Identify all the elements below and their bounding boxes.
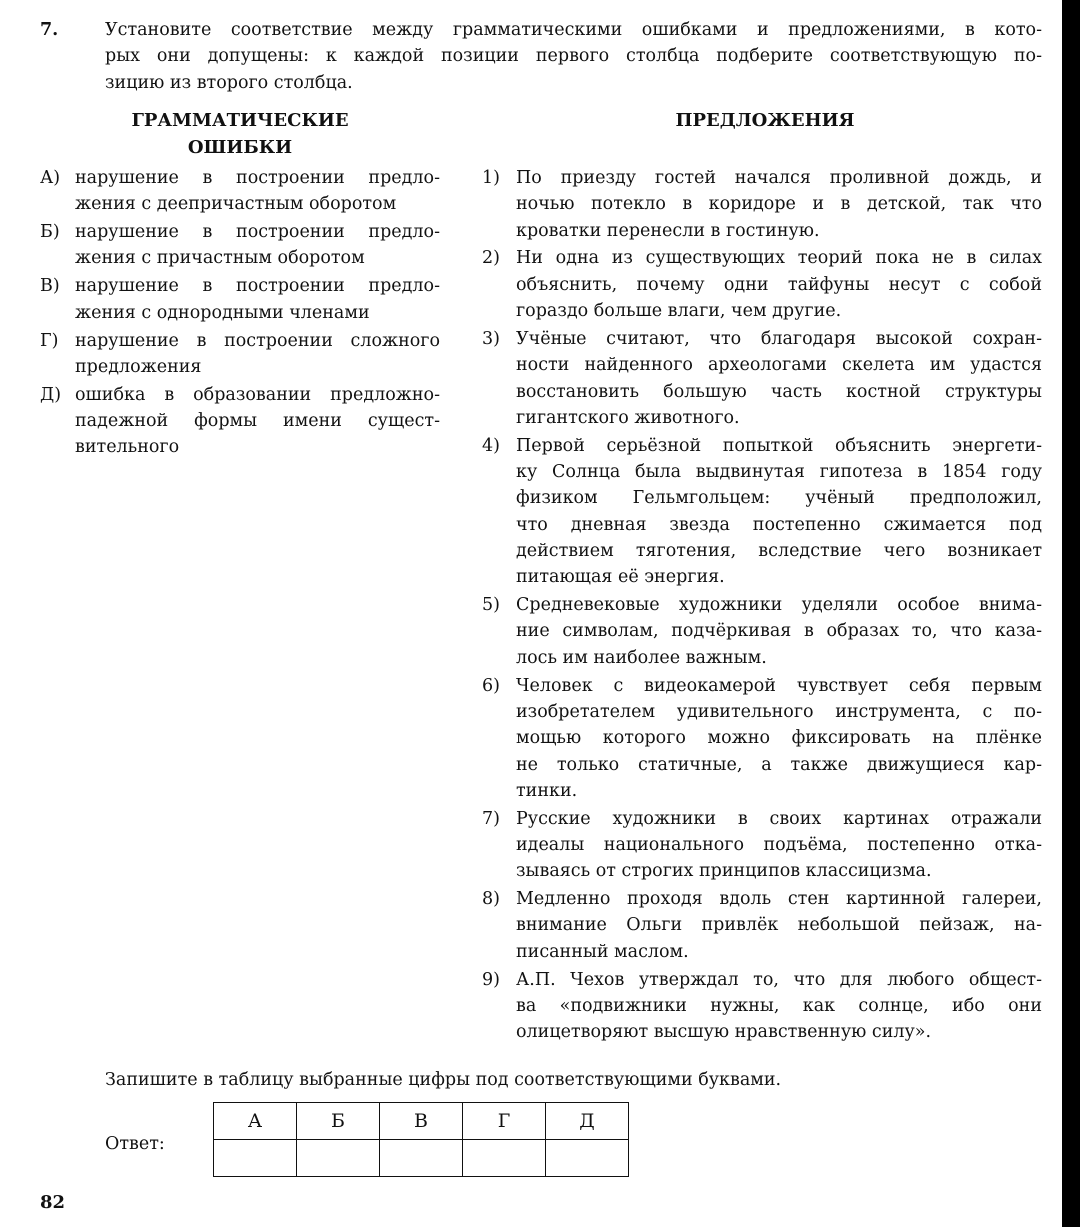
item-label: 3) xyxy=(482,328,500,349)
answer-column-header: Г xyxy=(463,1103,546,1140)
item-label: 7) xyxy=(482,808,500,829)
answer-header-row xyxy=(214,1103,629,1140)
item-line: А.П. Чехов утверждал то, что для любого общест- xyxy=(516,969,1042,990)
error-item xyxy=(40,328,440,381)
item-line: Первой серьёзной попыткой объяснить энергети- xyxy=(516,435,1042,456)
answer-table xyxy=(213,1102,629,1177)
answer-column-header: А xyxy=(214,1103,297,1140)
item-line: действием тяготения, вследствие чего возникает xyxy=(516,540,1042,561)
page-number: 82 xyxy=(40,1192,66,1213)
item-line: предложения xyxy=(75,356,202,377)
item-line: внимание Ольги привлёк небольшой пейзаж, на- xyxy=(516,915,1042,936)
item-line: изобретателем удивительного инструмента, с по- xyxy=(516,701,1042,722)
sentence-item xyxy=(482,326,1042,431)
item-label: 2) xyxy=(482,248,500,269)
item-label: Б) xyxy=(40,222,60,243)
task-number: 7. xyxy=(40,20,59,40)
error-item xyxy=(40,219,440,272)
answer-column-header: Б xyxy=(297,1103,380,1140)
item-line: Средневековые художники уделяли особое внима- xyxy=(516,595,1042,616)
item-line: кроватки перенесли в гостиную. xyxy=(516,220,820,241)
error-item xyxy=(40,165,440,218)
item-line: лось им наиболее важным. xyxy=(516,647,767,668)
item-line: ночью потекло в коридоре и в детской, так что xyxy=(516,194,1042,215)
sentence-item xyxy=(482,433,1042,591)
right-column-header: ПРЕДЛОЖЕНИЯ xyxy=(675,110,855,131)
intro-line: Установите соответствие между грамматическими ошибками и предложениями, в кото- xyxy=(105,20,1042,40)
item-label: А) xyxy=(40,168,61,188)
item-label: 6) xyxy=(482,675,500,696)
item-label: 8) xyxy=(482,889,500,910)
item-line: Учёные считают, что благодаря высокой сохран- xyxy=(516,328,1042,349)
item-line: Медленно проходя вдоль стен картинной галереи, xyxy=(516,889,1042,910)
answer-label: Ответ: xyxy=(105,1134,165,1154)
item-line: нарушение в построении предло- xyxy=(75,276,440,297)
item-label: В) xyxy=(40,276,60,297)
item-line: ности найденного археологами скелета им удастся xyxy=(516,355,1042,376)
item-line: писанный маслом. xyxy=(516,941,689,962)
item-line: ошибка в образовании предложно- xyxy=(75,384,440,405)
item-line: нарушение в построении предло- xyxy=(75,222,440,243)
sentences-list xyxy=(482,165,1042,1047)
item-line: что дневная звезда постепенно сжимается под xyxy=(516,514,1042,535)
item-line: нарушение в построении предло- xyxy=(75,168,440,188)
answer-cell[interactable] xyxy=(546,1140,629,1177)
item-line: жения с однородными членами xyxy=(75,302,370,323)
item-label: 1) xyxy=(482,168,500,188)
item-line: вительного xyxy=(75,437,180,458)
task-intro xyxy=(105,17,1042,96)
item-line: Русские художники в своих картинах отражали xyxy=(516,808,1042,829)
item-line: объяснить, почему одни тайфуны несут с собой xyxy=(516,274,1042,295)
item-line: По приезду гостей начался проливной дождь, и xyxy=(516,168,1042,188)
answer-cell[interactable] xyxy=(297,1140,380,1177)
item-line: ку Солнца была выдвинутая гипотеза в 1854 году xyxy=(516,462,1042,483)
item-line: гораздо больше влаги, чем другие. xyxy=(516,301,842,322)
item-label: 5) xyxy=(482,595,500,616)
item-line: жения с причастным оборотом xyxy=(75,248,365,269)
item-label: Д) xyxy=(40,384,62,405)
sentence-item xyxy=(482,673,1042,804)
item-line: падежной формы имени сущест- xyxy=(75,411,440,432)
answer-cell[interactable] xyxy=(214,1140,297,1177)
item-line: восстановить большую часть костной структуры xyxy=(516,381,1042,402)
left-column-header xyxy=(80,107,400,161)
item-line: мощью которого можно фиксировать на плёнке xyxy=(516,728,1042,749)
answer-input-row xyxy=(214,1140,629,1177)
answer-column-header: В xyxy=(380,1103,463,1140)
sentence-item xyxy=(482,165,1042,244)
item-line: ние символам, подчёркивая в образах то, что каза- xyxy=(516,621,1042,642)
error-item xyxy=(40,273,440,326)
errors-list xyxy=(40,165,440,462)
item-line: нарушение в построении сложного xyxy=(75,330,440,351)
item-line: не только статичные, а также движущиеся кар- xyxy=(516,754,1042,775)
item-line: идеалы национального подъёма, постепенно отка- xyxy=(516,834,1042,855)
sentence-item xyxy=(482,245,1042,324)
item-line: тинки. xyxy=(516,780,578,801)
sentence-item xyxy=(482,967,1042,1046)
intro-line: рых они допущены: к каждой позиции первого столбца подберите соответствующую по- xyxy=(105,46,1042,67)
answer-cell[interactable] xyxy=(380,1140,463,1177)
scan-edge xyxy=(1062,0,1080,1227)
item-label: 9) xyxy=(482,969,500,990)
item-line: жения с деепричастным оборотом xyxy=(75,194,397,215)
error-item xyxy=(40,382,440,461)
item-line: Ни одна из существующих теорий пока не в силах xyxy=(516,248,1042,269)
item-line: питающая её энергия. xyxy=(516,567,725,588)
sentence-item xyxy=(482,886,1042,965)
sentence-item xyxy=(482,806,1042,885)
instruction: Запишите в таблицу выбранные цифры под соответствующими буквами. xyxy=(105,1070,782,1090)
item-line: Человек с видеокамерой чувствует себя первым xyxy=(516,675,1042,696)
item-line: гигантского животного. xyxy=(516,407,740,428)
answer-column-header: Д xyxy=(546,1103,629,1140)
item-line: ва «подвижники нужны, как солнце, ибо они xyxy=(516,995,1042,1016)
item-line: физиком Гельмгольцем: учёный предположил, xyxy=(516,488,1042,509)
sentence-item xyxy=(482,592,1042,671)
header-line: ОШИБКИ xyxy=(187,137,293,158)
item-line: зываясь от строгих принципов классицизма. xyxy=(516,861,932,882)
item-line: олицетворяют высшую нравственную силу». xyxy=(516,1022,932,1043)
answer-cell[interactable] xyxy=(463,1140,546,1177)
header-line: ГРАММАТИЧЕСКИЕ xyxy=(131,110,349,131)
item-label: 4) xyxy=(482,435,500,456)
item-label: Г) xyxy=(40,330,59,351)
intro-line: зицию из второго столбца. xyxy=(105,72,353,93)
